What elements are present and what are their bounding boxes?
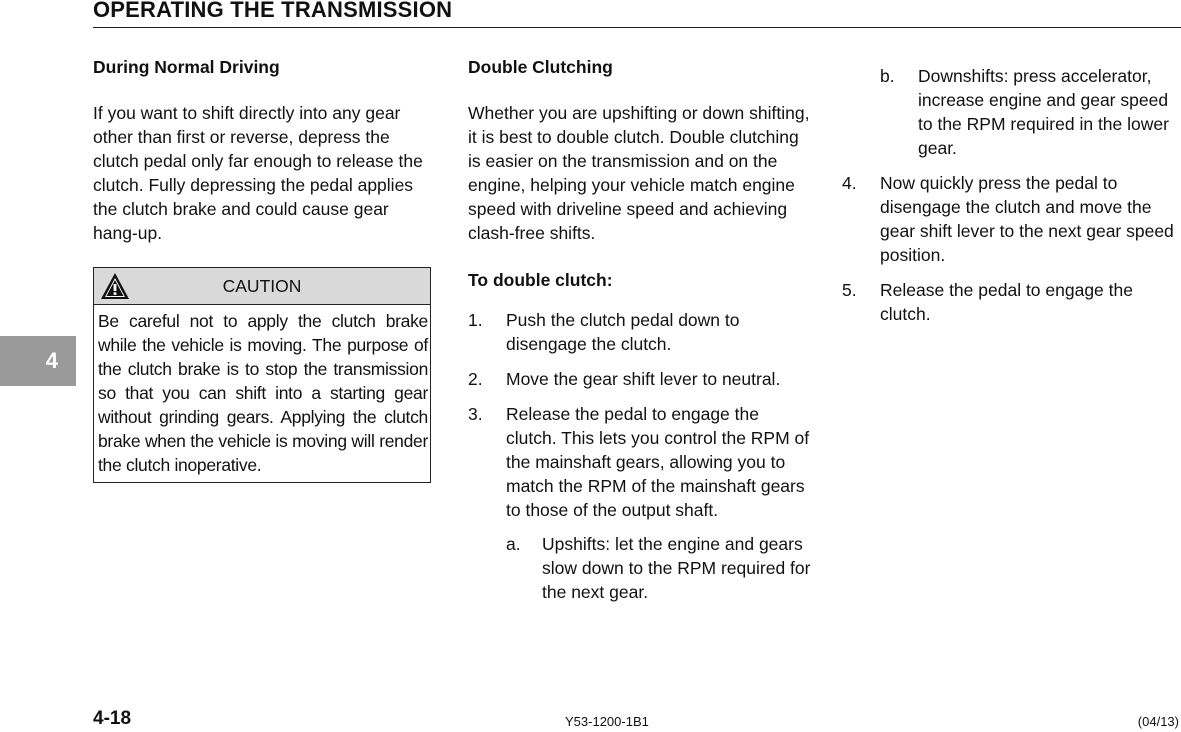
list-item bbox=[880, 64, 1181, 160]
chapter-tab bbox=[0, 336, 76, 386]
page-number: 4-18 bbox=[93, 708, 132, 729]
list-item bbox=[842, 171, 1181, 267]
document-code: Y53-1200-1B1 bbox=[565, 714, 649, 729]
step-number: 2. bbox=[468, 369, 483, 389]
chapter-number: 4 bbox=[45, 348, 58, 373]
column-normal-driving bbox=[93, 55, 433, 483]
section-heading-normal-driving: During Normal Driving bbox=[93, 57, 280, 77]
caution-label: CAUTION bbox=[222, 276, 302, 296]
list-item bbox=[506, 532, 813, 604]
caution-header bbox=[94, 268, 430, 305]
step-number: 3. bbox=[468, 404, 483, 424]
list-item bbox=[468, 402, 813, 522]
caution-text: Be careful not to apply the clutch brake while the vehicle is moving. The purpose of the clutch brake is to stop the transmission so that you can shift into a starting gear without grinding gears. Applying the clutch brake when the vehicle is moving will render the clutch inoperative. bbox=[98, 311, 428, 475]
list-item bbox=[842, 278, 1181, 326]
step-text: Now quickly press the pedal to disengage the clutch and move the gear shift lever to the next gear speed position. bbox=[880, 173, 1174, 265]
step-number: 5. bbox=[842, 280, 857, 300]
column-double-clutching bbox=[468, 55, 813, 604]
step-number: 1. bbox=[468, 310, 483, 330]
list-item bbox=[468, 308, 813, 356]
title-divider bbox=[93, 27, 1181, 28]
sub-heading-to-double-clutch: To double clutch: bbox=[468, 270, 613, 290]
list-item bbox=[468, 367, 813, 391]
substep-letter: b. bbox=[880, 66, 895, 86]
warning-triangle-icon bbox=[100, 271, 130, 301]
double-clutching-intro: Whether you are upshifting or down shifting, it is best to double clutch. Double clutching is easier on the transmission and on the engine, helping your vehicle match engine speed with driveline speed and achieving clash-free shifts. bbox=[468, 103, 810, 243]
revision-date: (04/13) bbox=[1137, 714, 1179, 729]
step-text: Release the pedal to engage the clutch. This lets you control the RPM of the mainshaft gears, allowing you to match the RPM of the mainshaft gears to those of the output shaft. bbox=[506, 404, 810, 520]
page-title: OPERATING THE TRANSMISSION bbox=[93, 0, 453, 22]
step-text: Push the clutch pedal down to disengage the clutch. bbox=[506, 310, 740, 354]
column-steps-continued bbox=[842, 64, 1181, 337]
substep-text: Downshifts: press accelerator, increase engine and gear speed to the RPM required in the lower gear. bbox=[918, 66, 1169, 158]
section-heading-double-clutching: Double Clutching bbox=[468, 57, 613, 77]
substep-text: Upshifts: let the engine and gears slow down to the RPM required for the next gear. bbox=[542, 534, 811, 602]
normal-driving-paragraph: If you want to shift directly into any gear other than first or reverse, depress the clutch pedal only far enough to release the clutch. Fully depressing the pedal applies the clutch brake and could cause gear hang-up. bbox=[93, 103, 423, 243]
caution-box bbox=[93, 267, 431, 483]
step-number: 4. bbox=[842, 173, 857, 193]
substep-letter: a. bbox=[506, 534, 521, 554]
step-text: Move the gear shift lever to neutral. bbox=[506, 369, 781, 389]
step-text: Release the pedal to engage the clutch. bbox=[880, 280, 1133, 324]
